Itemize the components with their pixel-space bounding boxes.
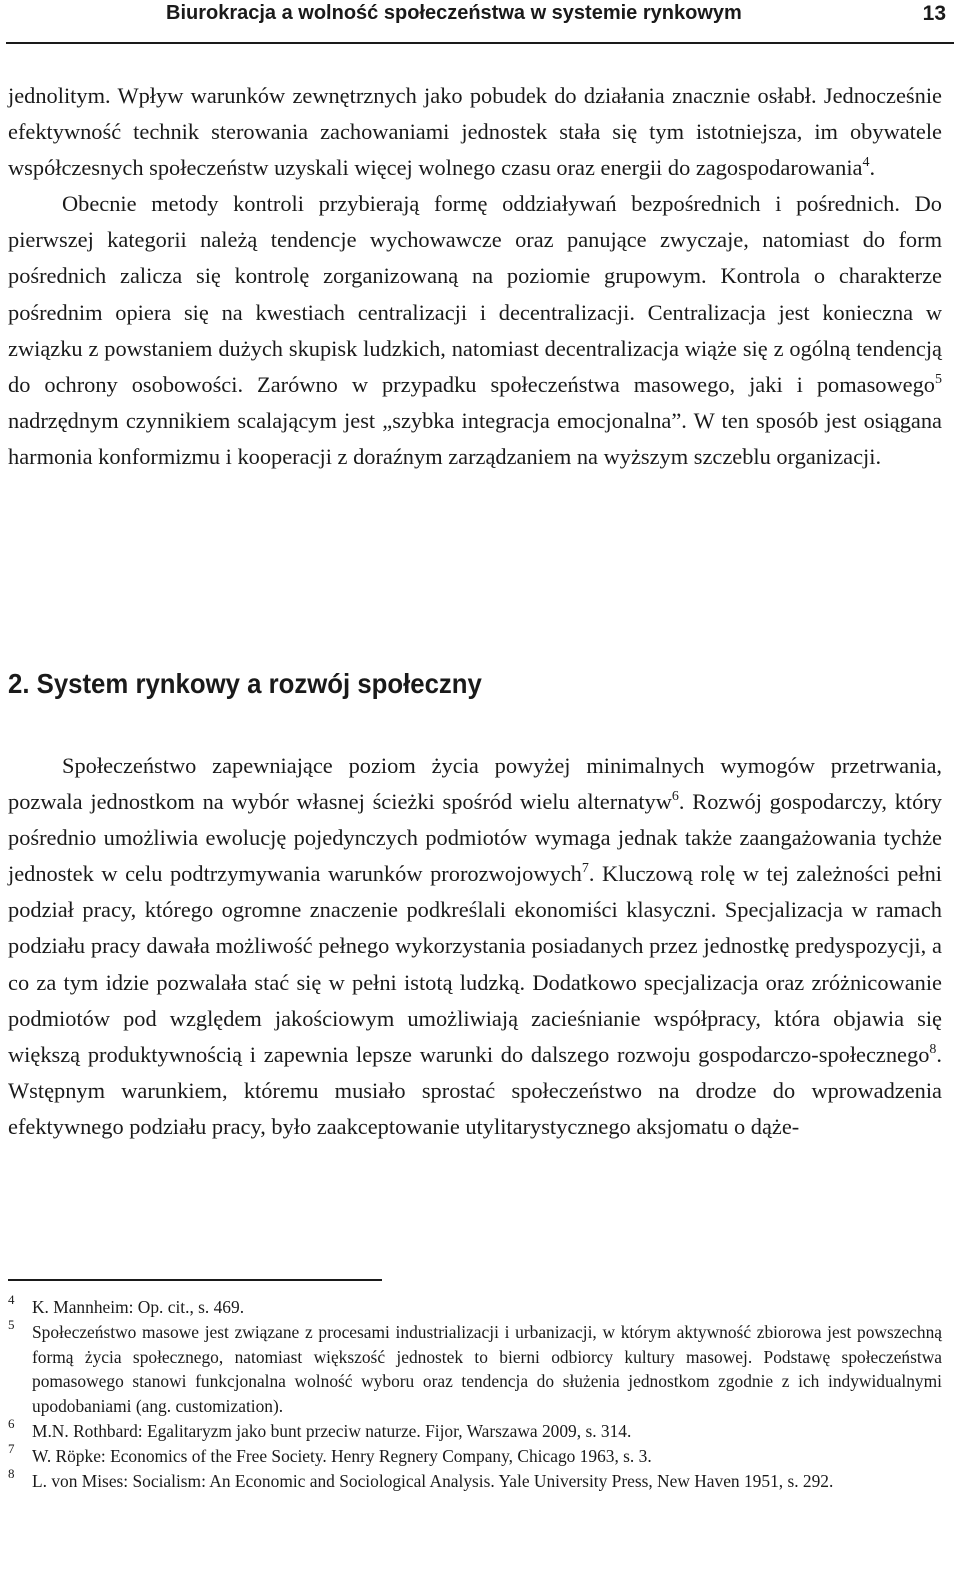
footnote-number: 4	[8, 1292, 15, 1307]
footnote-7	[8, 1440, 942, 1469]
footnote-text: K. Mannheim: Op. cit., s. 469.	[32, 1297, 245, 1317]
paragraph-2-text-b: . Rozwój gospodarczy, który pośrednio umożliwia ewolucję pojedynczych podmiotów wymaga jednak także zaangażowania tychże jednostek w celu podtrzymywania warunków prorozwojowych	[8, 789, 942, 887]
page-number: 13	[922, 2, 946, 25]
footnote-6	[8, 1415, 942, 1444]
footnote-number: 7	[8, 1440, 15, 1456]
footnote-4	[8, 1292, 942, 1320]
footnote-ref-5[interactable]: 5	[935, 371, 942, 387]
footnote-text: M.N. Rothbard: Egalitaryzm jako bunt przeciw naturze. Fijor, Warszawa 2009, s. 314.	[32, 1420, 632, 1441]
section-heading: 2. System rynkowy a rozwój społeczny	[8, 668, 482, 699]
footnotes	[8, 1292, 942, 1493]
footnote-separator	[8, 1279, 382, 1281]
paragraph-2-text-d: . Wstępnym warunkiem, któremu musiało sprostać społeczeństwo na drodze do wprowadzenia efektywnego podziału pracy, było zaakceptowanie utylitarystycznego aksjomatu o dąże-	[8, 1041, 942, 1139]
footnote-text: Społeczeństwo masowe jest związane z procesami industrializacji i urbanizacji, w którym aktywność zbiorowa jest powszechną formą życia społecznego, natomiast większość jednostek to bierni odbiorcy kultury masowej. Podstawę społeczeństwa pomasowego stanowi funkcjonalna wolność wyboru oraz tendencja do służenia jednostkom zgodnie z ich indywidualnymi upodobaniami (ang. customization).	[32, 1321, 942, 1417]
running-header-title: Biurokracja a wolność społeczeństwa w systemie rynkowym	[166, 2, 742, 24]
footnote-text: W. Röpke: Economics of the Free Society. Henry Regnery Company, Chicago 1963, s. 3.	[32, 1445, 652, 1466]
footnote-number: 8	[8, 1465, 15, 1481]
body-paragraph-2	[8, 748, 942, 1145]
paragraph-1-text-d: nadrzędnym czynnikiem scalającym jest „szybka integracja emocjonalna”. W ten sposób jest osiągana harmonia konformizmu i kooperacji z doraźnym zarządzaniem na wyższym szczeblu organizacji.	[8, 407, 942, 469]
paragraph-1b	[8, 186, 942, 475]
paragraph-2-text-c: . Kluczową rolę w tej zależności pełni podział pracy, którego ogromne znaczenie podkreślali ekonomiści klasyczni. Specjalizacja w ramach podziału pracy dawała możliwość pełnego wykorzystania posiadanych przez jednostkę predyspozycji, a co za tym idzie pozwalała stać się w pełni istotą ludzką. Dodatkowo specjalizacja oraz zróżnicowanie podmiotów pod względem jakościowym umożliwiają zacieśnianie współpracy, która objawia się większą produktywnością i zapewnia lepsze warunki do dalszego rozwoju gospodarczo-społecznego	[8, 861, 942, 1067]
paragraph-1a	[8, 78, 942, 186]
running-header	[0, 0, 960, 46]
paragraph-1-text-c: Obecnie metody kontroli przybierają formę oddziaływań bezpośrednich i pośrednich. Do pierwszej kategorii należą tendencje wychowawcze oraz panujące zwyczaje, natomiast do form pośrednich zalicza się kontrolę zorganizowaną na poziomie grupowym. Kontrola o charakterze pośrednim opiera się na kwestiach centralizacji i decentralizacji. Centralizacja jest konieczna w związku z powstaniem dużych skupisk ludzkich, natomiast decentralizacja wiąże się z ogólną tendencją do ochrony osobowości. Zarówno w przypadku społeczeństwa masowego, jaki i pomasowego	[8, 191, 942, 397]
paragraph-2-text-a: Społeczeństwo zapewniające poziom życia powyżej minimalnych wymogów przetrwania, pozwala jednostkom na wybór własnej ścieżki spośród wielu alternatyw	[8, 753, 942, 815]
paragraph-2	[8, 748, 942, 1145]
footnote-8	[8, 1465, 942, 1494]
paragraph-1-text-b: .	[869, 155, 876, 181]
footnote-ref-4[interactable]: 4	[862, 155, 870, 171]
footnote-number: 6	[8, 1415, 15, 1431]
paragraph-1-text-a: jednolitym. Wpływ warunków zewnętrznych jako pobudek do działania znacznie osłabł. Jednocześnie efektywność technik sterowania zachowaniami jednostek stała się tym istotniejsza, im obywatele współczesnych społeczeństw uzyskali więcej wolnego czasu oraz energii do zagospodarowania	[8, 83, 942, 181]
footnote-text: L. von Mises: Socialism: An Economic and Sociological Analysis. Yale University Press, New Haven 1951, s. 292.	[32, 1470, 834, 1491]
footnote-ref-7[interactable]: 7	[581, 861, 589, 877]
footnote-ref-8[interactable]: 8	[929, 1041, 937, 1057]
body-paragraph-1	[8, 78, 942, 475]
header-divider	[6, 42, 954, 44]
footnote-number: 5	[8, 1316, 15, 1332]
footnote-ref-6[interactable]: 6	[671, 789, 679, 805]
footnote-5	[8, 1316, 942, 1419]
